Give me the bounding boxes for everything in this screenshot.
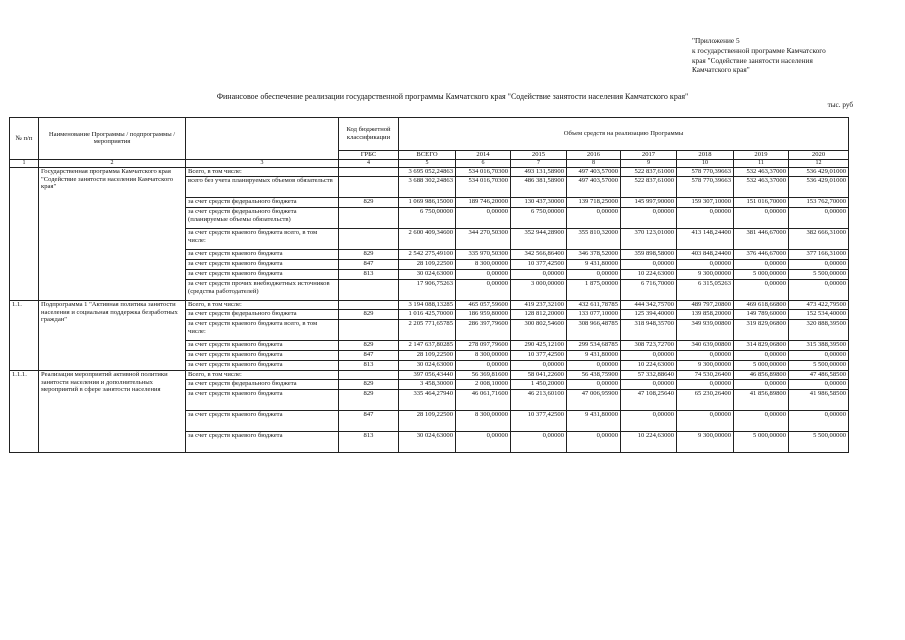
amount-cell: 189 746,20000 — [456, 197, 511, 207]
row-number: 1.1. — [10, 300, 39, 370]
amount-cell: 10 224,63000 — [621, 269, 677, 279]
amount-cell: 2 542 275,49100 — [399, 249, 456, 259]
funding-source: за счет средств федерального бюджета — [186, 309, 339, 319]
funding-source: за счет средств краевого бюджета — [186, 410, 339, 431]
amount-cell: 352 944,28900 — [511, 228, 567, 249]
column-number: 6 — [456, 159, 511, 167]
header-code: Код бюджетной классификации — [339, 118, 399, 151]
amount-cell: 381 446,67000 — [734, 228, 789, 249]
amount-cell: 149 789,60000 — [734, 309, 789, 319]
header-year: 2016 — [567, 151, 621, 160]
amount-cell: 0,00000 — [734, 379, 789, 389]
amount-cell: 0,00000 — [456, 279, 511, 300]
program-name: Подпрограмма 1 "Активная политика занятости населения и социальная поддержка безработных граждан" — [39, 300, 186, 370]
column-number: 12 — [789, 159, 849, 167]
amount-cell: 0,00000 — [677, 259, 734, 269]
amount-cell: 8 300,00000 — [456, 259, 511, 269]
amount-cell: 28 109,22500 — [399, 410, 456, 431]
amount-cell: 444 342,75700 — [621, 300, 677, 309]
amount-cell: 0,00000 — [789, 379, 849, 389]
amount-cell: 578 770,39663 — [677, 176, 734, 197]
amount-cell: 299 534,68785 — [567, 340, 621, 350]
amount-cell: 346 378,52000 — [567, 249, 621, 259]
grbs-code: 847 — [339, 259, 399, 269]
amount-cell: 377 166,31000 — [789, 249, 849, 259]
amount-cell: 0,00000 — [456, 207, 511, 228]
column-number: 8 — [567, 159, 621, 167]
funding-source: за счет средств краевого бюджета — [186, 340, 339, 350]
header-year: 2020 — [789, 151, 849, 160]
amount-cell: 522 837,61000 — [621, 167, 677, 176]
amount-cell: 145 997,90000 — [621, 197, 677, 207]
amount-cell: 0,00000 — [456, 360, 511, 370]
amount-cell: 10 224,63000 — [621, 360, 677, 370]
amount-cell: 152 534,40000 — [789, 309, 849, 319]
amount-cell: 47 006,95900 — [567, 389, 621, 410]
amount-cell: 0,00000 — [621, 410, 677, 431]
appendix-line: к государственной программе Камчатского — [692, 45, 826, 55]
amount-cell: 56 369,81600 — [456, 370, 511, 379]
funding-source: за счет средств краевого бюджета — [186, 269, 339, 279]
amount-cell: 0,00000 — [789, 259, 849, 269]
amount-cell: 532 463,37000 — [734, 176, 789, 197]
amount-cell: 2 008,10000 — [456, 379, 511, 389]
amount-cell: 397 056,43440 — [399, 370, 456, 379]
amount-cell: 300 802,54600 — [511, 319, 567, 340]
amount-cell: 139 718,25000 — [567, 197, 621, 207]
amount-cell: 2 147 637,80285 — [399, 340, 456, 350]
column-number: 1 — [10, 159, 39, 167]
amount-cell: 153 762,70000 — [789, 197, 849, 207]
amount-cell: 0,00000 — [734, 279, 789, 300]
column-number: 7 — [511, 159, 567, 167]
amount-cell: 0,00000 — [789, 279, 849, 300]
header-volume: Объем средств на реализацию Программы — [399, 118, 849, 151]
amount-cell: 5 000,00000 — [734, 269, 789, 279]
amount-cell: 469 618,66800 — [734, 300, 789, 309]
amount-cell: 151 016,70000 — [734, 197, 789, 207]
amount-cell: 359 898,58000 — [621, 249, 677, 259]
amount-cell: 315 388,39500 — [789, 340, 849, 350]
amount-cell: 1 875,00000 — [567, 279, 621, 300]
amount-cell: 5 000,00000 — [734, 360, 789, 370]
amount-cell: 335 970,50300 — [456, 249, 511, 259]
grbs-code: 813 — [339, 431, 399, 452]
header-num: № п/п — [10, 118, 39, 160]
header-name: Наименование Программы / подпрограммы / мероприятия — [39, 118, 186, 160]
amount-cell: 318 948,35700 — [621, 319, 677, 340]
amount-cell: 0,00000 — [511, 269, 567, 279]
amount-cell: 0,00000 — [789, 207, 849, 228]
units-label: тыс. руб — [827, 101, 853, 109]
amount-cell: 489 797,20800 — [677, 300, 734, 309]
table-body — [10, 167, 849, 452]
column-number: 11 — [734, 159, 789, 167]
amount-cell: 413 148,24400 — [677, 228, 734, 249]
amount-cell: 30 024,63000 — [399, 360, 456, 370]
row-number: 1.1.1. — [10, 370, 39, 452]
header-empty — [186, 118, 339, 160]
amount-cell: 493 131,58900 — [511, 167, 567, 176]
amount-cell: 3 695 052,24863 — [399, 167, 456, 176]
amount-cell: 10 224,63000 — [621, 431, 677, 452]
header-year: ВСЕГО — [399, 151, 456, 160]
amount-cell: 159 307,10000 — [677, 197, 734, 207]
funding-source: Всего, в том числе: — [186, 370, 339, 379]
grbs-code: 813 — [339, 269, 399, 279]
grbs-code: 847 — [339, 410, 399, 431]
amount-cell: 5 500,00000 — [789, 360, 849, 370]
header-year: 2014 — [456, 151, 511, 160]
header-year: 2017 — [621, 151, 677, 160]
amount-cell: 0,00000 — [789, 410, 849, 431]
amount-cell: 5 500,00000 — [789, 431, 849, 452]
grbs-code: 829 — [339, 309, 399, 319]
amount-cell: 0,00000 — [567, 379, 621, 389]
program-name: Реализация мероприятий активной политики занятости населения и дополнительных мероприятий в сфере занятости населения — [39, 370, 186, 452]
amount-cell: 432 611,78785 — [567, 300, 621, 309]
header-year: 2019 — [734, 151, 789, 160]
amount-cell: 58 041,22600 — [511, 370, 567, 379]
amount-cell: 9 300,00000 — [677, 360, 734, 370]
column-number: 3 — [186, 159, 339, 167]
amount-cell: 10 377,42500 — [511, 350, 567, 360]
amount-cell: 6 716,70000 — [621, 279, 677, 300]
amount-cell: 9 431,80000 — [567, 259, 621, 269]
amount-cell: 486 381,58900 — [511, 176, 567, 197]
amount-cell: 465 057,59600 — [456, 300, 511, 309]
header-year: 2018 — [677, 151, 734, 160]
amount-cell: 0,00000 — [734, 259, 789, 269]
column-number: 4 — [339, 159, 399, 167]
amount-cell: 5 500,00000 — [789, 269, 849, 279]
funding-source: за счет средств краевого бюджета — [186, 360, 339, 370]
program-name: Государственная программа Камчатского края "Содействие занятости населения Камчатского края" — [39, 167, 186, 300]
amount-cell: 355 810,32000 — [567, 228, 621, 249]
amount-cell: 0,00000 — [621, 350, 677, 360]
amount-cell: 1 450,20000 — [511, 379, 567, 389]
amount-cell: 0,00000 — [567, 269, 621, 279]
amount-cell: 536 429,01000 — [789, 176, 849, 197]
header-year: 2015 — [511, 151, 567, 160]
amount-cell: 370 123,01000 — [621, 228, 677, 249]
amount-cell: 6 750,00000 — [399, 207, 456, 228]
grbs-code — [339, 207, 399, 228]
amount-cell: 0,00000 — [621, 207, 677, 228]
amount-cell: 8 300,00000 — [456, 410, 511, 431]
amount-cell: 57 332,88640 — [621, 370, 677, 379]
grbs-code: 829 — [339, 249, 399, 259]
amount-cell: 290 425,12100 — [511, 340, 567, 350]
amount-cell: 10 377,42500 — [511, 259, 567, 269]
grbs-code: 829 — [339, 340, 399, 350]
amount-cell: 128 812,20000 — [511, 309, 567, 319]
amount-cell: 125 394,40000 — [621, 309, 677, 319]
funding-source: всего без учета планируемых объемов обязательств — [186, 176, 339, 197]
amount-cell: 3 000,00000 — [511, 279, 567, 300]
amount-cell: 2 205 771,65785 — [399, 319, 456, 340]
amount-cell: 0,00000 — [677, 410, 734, 431]
amount-cell: 186 959,80000 — [456, 309, 511, 319]
table-row — [10, 370, 849, 379]
amount-cell: 10 377,42500 — [511, 410, 567, 431]
amount-cell: 130 437,30000 — [511, 197, 567, 207]
amount-cell: 46 213,60100 — [511, 389, 567, 410]
amount-cell: 0,00000 — [456, 269, 511, 279]
funding-source: Всего, в том числе: — [186, 167, 339, 176]
amount-cell: 308 966,48785 — [567, 319, 621, 340]
amount-cell: 1 069 986,15000 — [399, 197, 456, 207]
appendix-line: Камчатского края" — [692, 65, 750, 75]
amount-cell: 47 486,58500 — [789, 370, 849, 379]
amount-cell: 0,00000 — [789, 350, 849, 360]
amount-cell: 0,00000 — [511, 431, 567, 452]
amount-cell: 278 097,79600 — [456, 340, 511, 350]
amount-cell: 419 237,32100 — [511, 300, 567, 309]
amount-cell: 41 856,89800 — [734, 389, 789, 410]
financing-table — [9, 117, 849, 453]
amount-cell: 6 750,00000 — [511, 207, 567, 228]
funding-source: Всего, в том числе: — [186, 300, 339, 309]
amount-cell: 1 016 425,70000 — [399, 309, 456, 319]
amount-cell: 0,00000 — [567, 431, 621, 452]
funding-source: за счет средств федерального бюджета (планируемые объемы обязательств) — [186, 207, 339, 228]
grbs-code — [339, 300, 399, 309]
grbs-code — [339, 228, 399, 249]
header-grbs: ГРБС — [339, 151, 399, 160]
funding-source: за счет средств краевого бюджета всего, в том числе: — [186, 319, 339, 340]
amount-cell: 9 300,00000 — [677, 431, 734, 452]
grbs-code: 847 — [339, 350, 399, 360]
amount-cell: 0,00000 — [677, 379, 734, 389]
amount-cell: 28 109,22500 — [399, 350, 456, 360]
amount-cell: 0,00000 — [567, 207, 621, 228]
amount-cell: 403 848,24400 — [677, 249, 734, 259]
grbs-code: 829 — [339, 379, 399, 389]
grbs-code — [339, 370, 399, 379]
amount-cell: 139 858,20000 — [677, 309, 734, 319]
amount-cell: 0,00000 — [511, 360, 567, 370]
amount-cell: 28 109,22500 — [399, 259, 456, 269]
amount-cell: 46 856,89800 — [734, 370, 789, 379]
amount-cell: 3 458,30000 — [399, 379, 456, 389]
document-title: Финансовое обеспечение реализации государственной программы Камчатского края "Содействие занятости населения Камчатского края" — [216, 92, 689, 101]
amount-cell: 319 829,06800 — [734, 319, 789, 340]
amount-cell: 41 986,58500 — [789, 389, 849, 410]
funding-source: за счет средств краевого бюджета — [186, 431, 339, 452]
amount-cell: 46 061,71600 — [456, 389, 511, 410]
funding-source: за счет средств федерального бюджета — [186, 379, 339, 389]
amount-cell: 342 566,86400 — [511, 249, 567, 259]
amount-cell: 17 906,75263 — [399, 279, 456, 300]
amount-cell: 536 429,01000 — [789, 167, 849, 176]
amount-cell: 6 315,05263 — [677, 279, 734, 300]
amount-cell: 47 108,25640 — [621, 389, 677, 410]
grbs-code — [339, 176, 399, 197]
amount-cell: 382 666,31000 — [789, 228, 849, 249]
amount-cell: 532 463,37000 — [734, 167, 789, 176]
amount-cell: 133 077,10000 — [567, 309, 621, 319]
amount-cell: 5 000,00000 — [734, 431, 789, 452]
amount-cell: 320 888,39500 — [789, 319, 849, 340]
amount-cell: 578 770,39663 — [677, 167, 734, 176]
amount-cell: 349 939,00800 — [677, 319, 734, 340]
appendix-line: "Приложение 5 — [692, 36, 740, 45]
grbs-code — [339, 319, 399, 340]
funding-source: за счет средств федерального бюджета — [186, 197, 339, 207]
amount-cell: 344 270,50300 — [456, 228, 511, 249]
table-row — [10, 167, 849, 176]
amount-cell: 0,00000 — [734, 350, 789, 360]
amount-cell: 65 230,26400 — [677, 389, 734, 410]
amount-cell: 0,00000 — [456, 431, 511, 452]
amount-cell: 8 300,00000 — [456, 350, 511, 360]
amount-cell: 473 422,79500 — [789, 300, 849, 309]
amount-cell: 9 300,00000 — [677, 269, 734, 279]
appendix-line: края "Содействие занятости населения — [692, 55, 813, 65]
amount-cell: 30 024,63000 — [399, 431, 456, 452]
amount-cell: 497 403,57000 — [567, 167, 621, 176]
amount-cell: 340 639,00800 — [677, 340, 734, 350]
table-header — [10, 118, 849, 168]
grbs-code: 829 — [339, 197, 399, 207]
funding-source: за счет средств краевого бюджета — [186, 259, 339, 269]
grbs-code: 829 — [339, 389, 399, 410]
amount-cell: 0,00000 — [567, 360, 621, 370]
funding-source: за счет средств краевого бюджета — [186, 350, 339, 360]
amount-cell: 376 446,67000 — [734, 249, 789, 259]
amount-cell: 335 464,27940 — [399, 389, 456, 410]
column-number: 9 — [621, 159, 677, 167]
amount-cell: 0,00000 — [621, 379, 677, 389]
amount-cell: 0,00000 — [677, 350, 734, 360]
appendix-note — [692, 36, 892, 75]
amount-cell: 56 438,75900 — [567, 370, 621, 379]
amount-cell: 286 397,79600 — [456, 319, 511, 340]
row-number — [10, 167, 39, 300]
amount-cell: 0,00000 — [677, 207, 734, 228]
amount-cell: 30 024,63000 — [399, 269, 456, 279]
amount-cell: 74 530,26400 — [677, 370, 734, 379]
amount-cell: 308 723,72700 — [621, 340, 677, 350]
amount-cell: 3 688 302,24863 — [399, 176, 456, 197]
grbs-code — [339, 279, 399, 300]
amount-cell: 9 431,80000 — [567, 350, 621, 360]
amount-cell: 534 016,70300 — [456, 167, 511, 176]
amount-cell: 3 194 088,13285 — [399, 300, 456, 309]
amount-cell: 2 600 409,34600 — [399, 228, 456, 249]
amount-cell: 0,00000 — [621, 259, 677, 269]
funding-source: за счет средств краевого бюджета — [186, 389, 339, 410]
amount-cell: 497 403,57000 — [567, 176, 621, 197]
column-number: 5 — [399, 159, 456, 167]
funding-source: за счет средств прочих внебюджетных источников (средства работодателей) — [186, 279, 339, 300]
amount-cell: 9 431,80000 — [567, 410, 621, 431]
column-number: 2 — [39, 159, 186, 167]
grbs-code: 813 — [339, 360, 399, 370]
amount-cell: 0,00000 — [734, 207, 789, 228]
column-number: 10 — [677, 159, 734, 167]
amount-cell: 314 829,06800 — [734, 340, 789, 350]
grbs-code — [339, 167, 399, 176]
amount-cell: 0,00000 — [734, 410, 789, 431]
funding-source: за счет средств краевого бюджета всего, в том числе: — [186, 228, 339, 249]
table-row — [10, 300, 849, 309]
amount-cell: 534 016,70300 — [456, 176, 511, 197]
amount-cell: 522 837,61000 — [621, 176, 677, 197]
funding-source: за счет средств краевого бюджета — [186, 249, 339, 259]
